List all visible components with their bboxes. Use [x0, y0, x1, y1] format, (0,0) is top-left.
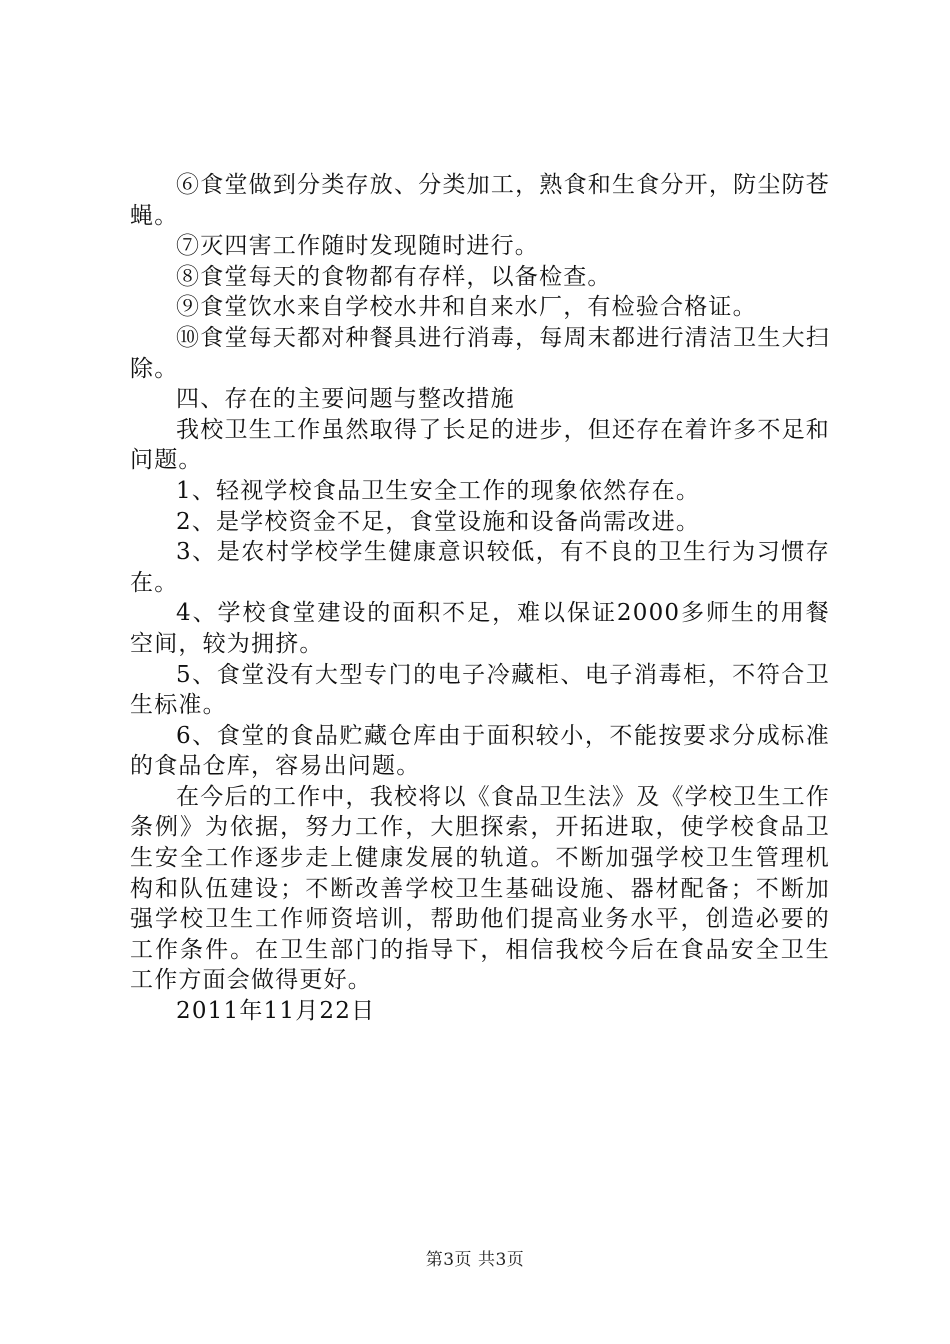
paragraph-item-9: ⑨食堂饮水来自学校水井和自来水厂，有检验合格证。	[176, 294, 757, 321]
conclusion-paragraph: 在今后的工作中，我校将以《食品卫生法》及《学校卫生工作条例》为依据，努力工作，大胆探索，开拓进取，使学校食品卫生安全工作逐步走上健康发展的轨道。不断加强学校卫生管理机构和队伍建设；不断改善学校卫生基础设施、器材配备；不断加强学校卫生工作师资培训，帮助他们提高业务水平，创造必要的工作条件。在卫生部门的指导下，相信我校今后在食品安全卫生工作方面会做得更好。	[130, 783, 830, 994]
problem-item-6: 6、食堂的食品贮藏仓库由于面积较小，不能按要求分成标准的食品仓库，容易出问题。	[130, 722, 830, 780]
paragraph-item-7: ⑦灭四害工作随时发现随时进行。	[176, 233, 539, 260]
problem-item-4: 4、学校食堂建设的面积不足，难以保证2000多师生的用餐空间，较为拥挤。	[130, 600, 830, 657]
section-heading: 四、存在的主要问题与整改措施	[176, 386, 515, 413]
paragraph-intro: 我校卫生工作虽然取得了长足的进步，但还存在着许多不足和问题。	[130, 416, 830, 474]
page-number-footer: 第3页 共3页	[425, 1250, 525, 1270]
paragraph-item-6: ⑥食堂做到分类存放、分类加工，熟食和生食分开，防尘防苍蝇。	[130, 172, 830, 229]
document-date: 2011年11月22日	[176, 998, 376, 1025]
problem-item-5: 5、食堂没有大型专门的电子冷藏柜、电子消毒柜，不符合卫生标准。	[130, 661, 830, 719]
problem-item-2: 2、是学校资金不足，食堂设施和设备尚需改进。	[176, 508, 701, 535]
problem-item-1: 1、轻视学校食品卫生安全工作的现象依然存在。	[176, 477, 701, 504]
document-body	[130, 170, 830, 1027]
paragraph-item-10: ⑩食堂每天都对种餐具进行消毒，每周末都进行清洁卫生大扫除。	[130, 324, 830, 382]
problem-item-3: 3、是农村学校学生健康意识较低，有不良的卫生行为习惯存在。	[130, 539, 830, 596]
paragraph-item-8: ⑧食堂每天的食物都有存样，以备检查。	[176, 263, 612, 290]
